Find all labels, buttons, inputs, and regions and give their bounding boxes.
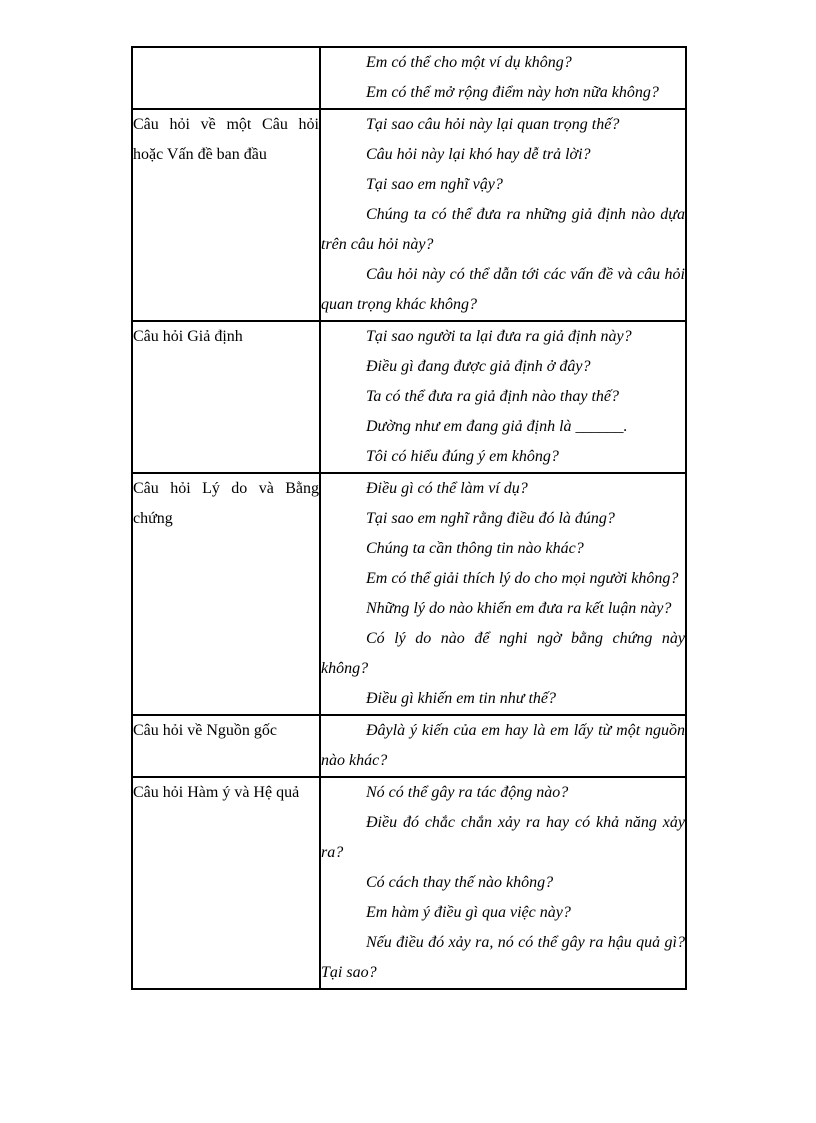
table-row	[132, 777, 686, 989]
question-text: Điều đó chắc chắn xảy ra hay có khả năng xảy ra?	[321, 814, 685, 861]
question-text: Ta có thể đưa ra giả định nào thay thế?	[366, 388, 620, 405]
question-text: Em có thể cho một ví dụ không?	[366, 54, 572, 71]
questions-cell	[320, 47, 686, 109]
question-text: Câu hỏi này lại khó hay dễ trả lời?	[366, 146, 591, 163]
table-row	[132, 715, 686, 777]
question-text: Điều gì khiến em tin như thế?	[366, 690, 557, 707]
questions-cell	[320, 473, 686, 715]
table-row	[132, 473, 686, 715]
question-text: Tại sao em nghĩ vậy?	[366, 176, 503, 193]
table-row	[132, 109, 686, 321]
question-text: Điều gì có thể làm ví dụ?	[366, 480, 528, 497]
question-text: Tại sao em nghĩ rằng điều đó là đúng?	[366, 510, 615, 527]
question-text: Em có thể giải thích lý do cho mọi người không?	[366, 570, 679, 587]
table-row	[132, 47, 686, 109]
category-cell	[132, 47, 320, 109]
question-text: Tôi có hiểu đúng ý em không?	[366, 448, 559, 465]
question-text: Chúng ta có thể đưa ra những giả định nào dựa trên câu hỏi này?	[321, 206, 685, 253]
category-cell: Câu hỏi về Nguồn gốc	[132, 715, 320, 777]
question-table	[131, 46, 687, 990]
questions-cell	[320, 777, 686, 989]
question-text: Tại sao người ta lại đưa ra giả định này?	[366, 328, 632, 345]
category-cell: Câu hỏi về một Câu hỏi hoặc Vấn đề ban đầu	[132, 109, 320, 321]
questions-cell	[320, 715, 686, 777]
question-text: Dường như em đang giả định là ______.	[366, 418, 628, 435]
question-text: Nó có thể gây ra tác động nào?	[366, 784, 569, 801]
question-text: Đâylà ý kiến của em hay là em lấy từ một nguồn nào khác?	[321, 722, 685, 769]
question-text: Em hàm ý điều gì qua việc này?	[366, 904, 571, 921]
question-text: Có lý do nào để nghi ngờ bằng chứng này không?	[321, 630, 685, 677]
table-row	[132, 321, 686, 473]
question-text: Có cách thay thế nào không?	[366, 874, 554, 891]
category-cell: Câu hỏi Hàm ý và Hệ quả	[132, 777, 320, 989]
question-text: Em có thể mở rộng điểm này hơn nữa không?	[366, 84, 659, 101]
question-text: Nếu điều đó xảy ra, nó có thể gây ra hậu quả gì? Tại sao?	[321, 934, 685, 981]
question-text: Những lý do nào khiến em đưa ra kết luận này?	[366, 600, 672, 617]
question-text: Điều gì đang được giả định ở đây?	[366, 358, 591, 375]
category-cell: Câu hỏi Giả định	[132, 321, 320, 473]
question-text: Tại sao câu hỏi này lại quan trọng thế?	[366, 116, 620, 133]
questions-cell	[320, 109, 686, 321]
category-cell: Câu hỏi Lý do và Bằng chứng	[132, 473, 320, 715]
question-text: Chúng ta cần thông tin nào khác?	[366, 540, 584, 557]
questions-cell	[320, 321, 686, 473]
question-text: Câu hỏi này có thể dẫn tới các vấn đề và câu hỏi quan trọng khác không?	[321, 266, 685, 313]
